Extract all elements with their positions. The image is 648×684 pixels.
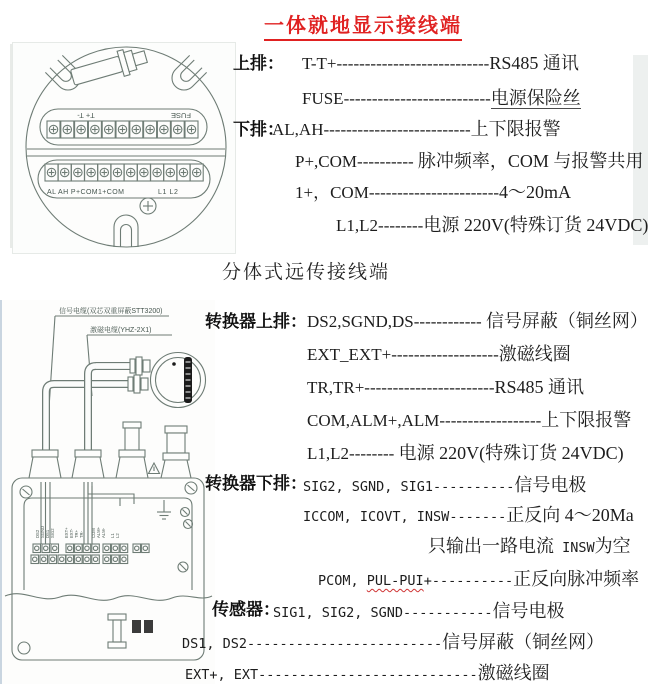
wiring-line xyxy=(307,340,571,366)
wiring-line xyxy=(272,115,561,141)
wiring-line xyxy=(273,597,564,623)
leader-dashes: -------------------------- xyxy=(323,120,471,139)
terminal-names: DS1, DS2 xyxy=(182,636,248,652)
row-label-converter-lower: 转换器下排： xyxy=(205,474,307,493)
leader-dashes: ---------- xyxy=(433,479,515,495)
terminal-desc: 上下限报警 xyxy=(541,410,632,430)
remote-converter-diagram xyxy=(2,300,215,684)
sensor-gland-lower xyxy=(128,375,148,393)
row-label-lower: 下排： xyxy=(233,120,284,139)
gland-4 xyxy=(161,426,191,478)
terminal-names: L1,L2 xyxy=(336,216,379,235)
svg-text:DS2: DS2 xyxy=(35,529,40,538)
terminal-desc: 信号屏蔽（铜丝网） xyxy=(442,632,605,652)
terminal-desc: 信号电极 xyxy=(514,475,587,495)
terminal-names: L1,L2 xyxy=(307,444,350,463)
section-heading: 分体式远传接线端 xyxy=(222,262,391,283)
terminal-desc: 上下限报警 xyxy=(470,119,561,139)
excitation-cable-label: 激磁电缆(YHZ-2X1) xyxy=(90,327,152,334)
terminal-names: P+,COM xyxy=(295,152,358,171)
wiring-line xyxy=(302,49,579,75)
wiring-line xyxy=(302,84,581,110)
component-block-2 xyxy=(144,620,153,633)
svg-text:COM: COM xyxy=(91,528,96,538)
svg-text:EXT+: EXT+ xyxy=(64,527,69,538)
gland-1 xyxy=(29,450,61,478)
wiring-line xyxy=(307,373,584,399)
upper-strip-label-reversed: T+ T- xyxy=(77,111,95,120)
leader-dashes: --------------------------- xyxy=(336,54,490,73)
terminal-names: EXT_EXT+ xyxy=(307,345,392,364)
svg-text:DS1: DS1 xyxy=(45,529,50,538)
wiring-line xyxy=(185,659,550,684)
sensor-gland-upper xyxy=(130,357,150,375)
terminal-desc: 激磁线圈 xyxy=(498,344,571,364)
page-title: 一体就地显示接线端 xyxy=(264,9,462,41)
terminal-names: 1+，COM xyxy=(295,183,369,202)
note-text: 只输出一路电流 xyxy=(428,536,554,556)
leader-dashes: ------- xyxy=(449,509,507,525)
terminal-names: TR,TR+ xyxy=(307,378,365,397)
svg-text:SGND: SGND xyxy=(40,525,45,538)
terminal-names: PCOM, xyxy=(318,573,367,589)
round-terminal-diagram-svg xyxy=(13,43,235,253)
terminal-desc: RS485 通讯 xyxy=(489,53,579,73)
leader-dashes: ------------------ xyxy=(439,411,542,430)
integrated-head-diagram xyxy=(12,42,236,254)
terminal-desc: 电源保险丝 xyxy=(490,88,581,108)
fuse-label-reversed: FUSE xyxy=(170,111,192,120)
terminal-names: T-T+ xyxy=(302,54,337,73)
note-text: 为空 xyxy=(594,536,631,556)
svg-text:TR-: TR- xyxy=(79,531,84,538)
sensor-gauge xyxy=(128,353,206,408)
wiring-line xyxy=(182,628,604,654)
svg-text:TR+: TR+ xyxy=(74,529,79,538)
terminal-names: AL,AH xyxy=(272,120,324,139)
svg-text:L2: L2 xyxy=(115,533,120,538)
lower-strip-labels: AL AH P+COM1+COM xyxy=(47,189,125,196)
terminal-desc: 正反向 4～20Ma xyxy=(506,505,634,525)
leader-dashes: --------------------------- xyxy=(258,667,478,683)
terminal-desc: 信号屏蔽（铜丝网） xyxy=(485,311,648,331)
svg-text:EXT-: EXT- xyxy=(69,528,74,538)
leader-dashes: ------------------------ xyxy=(247,636,443,652)
note-terminal xyxy=(554,540,562,556)
svg-text:SIG2: SIG2 xyxy=(50,528,55,538)
terminal-names: SIG1, SIG2, SGND xyxy=(273,605,404,621)
gland-3 xyxy=(116,422,148,478)
note-line xyxy=(428,532,631,558)
wiring-line xyxy=(307,439,624,465)
leader-dashes: -------- xyxy=(378,216,424,235)
signal-cable-label: 信号电缆(双芯双重屏蔽STT3200) xyxy=(59,308,163,315)
leader-dashes: ------------ xyxy=(413,312,486,331)
terminal-names: EXT+, EXT xyxy=(185,667,259,683)
terminal-desc: 激磁线圈 xyxy=(477,663,550,683)
terminal-names: COM,ALM+,ALM xyxy=(307,411,440,430)
leader-dashes: ---------- xyxy=(431,573,514,589)
terminal-desc: 脉冲频率，COM 与报警共用 xyxy=(417,151,644,171)
row-label-sensor: 传感器： xyxy=(212,600,280,619)
warning-triangle xyxy=(149,463,160,474)
wiring-line xyxy=(295,178,571,204)
wiring-line xyxy=(336,211,648,237)
gland-2 xyxy=(72,450,104,478)
terminal-names: DS2,SGND,DS xyxy=(307,312,414,331)
wiring-line xyxy=(307,307,648,333)
leader-dashes: -------- xyxy=(349,444,399,463)
svg-text:ALM+: ALM+ xyxy=(96,526,101,538)
leader-dashes: ----------------------- xyxy=(364,378,495,397)
lower-strip-labels-l1l2: L1 L2 xyxy=(158,189,179,196)
wiring-line xyxy=(303,501,634,527)
terminal-desc: 电源 220V(特殊订货 24VDC) xyxy=(423,215,648,235)
terminal-names: SIG2, SGND, SIG1 xyxy=(303,479,434,495)
wiring-line xyxy=(303,471,586,497)
svg-text:ALM-: ALM- xyxy=(101,527,106,538)
component-block-1 xyxy=(132,620,141,633)
row-label-upper: 上排： xyxy=(233,54,284,73)
leader-dashes: -------------------------- xyxy=(343,89,491,108)
terminal-desc: 正反向脉冲频率 xyxy=(513,569,640,589)
wiring-line xyxy=(318,565,639,591)
terminal-desc: RS485 通讯 xyxy=(494,377,585,397)
terminal-desc: 信号电极 xyxy=(492,601,565,621)
note-terminal: INSW xyxy=(562,540,595,556)
wiring-line xyxy=(295,147,643,173)
terminal-names: ICCOM, ICOVT, INSW xyxy=(303,509,450,525)
wiring-line xyxy=(307,406,631,432)
terminal-names: FUSE xyxy=(302,89,344,108)
terminal-desc: 4～20mA xyxy=(499,182,572,202)
leader-dashes: ---------- xyxy=(357,152,418,171)
leader-dashes: ------------------- xyxy=(391,345,499,364)
terminal-names: + xyxy=(423,573,432,589)
head-outline-circle xyxy=(26,47,226,247)
terminal-desc: 电源 220V(特殊订货 24VDC) xyxy=(398,443,624,463)
svg-text:L1: L1 xyxy=(110,533,115,538)
terminal-name-spellcheck: PUL-PUI xyxy=(366,573,424,589)
leader-dashes: ----------------------- xyxy=(368,183,500,202)
row-label-converter-upper: 转换器上排： xyxy=(205,312,307,331)
leader-dashes: ----------- xyxy=(403,605,493,621)
converter-diagram-svg xyxy=(2,300,215,684)
